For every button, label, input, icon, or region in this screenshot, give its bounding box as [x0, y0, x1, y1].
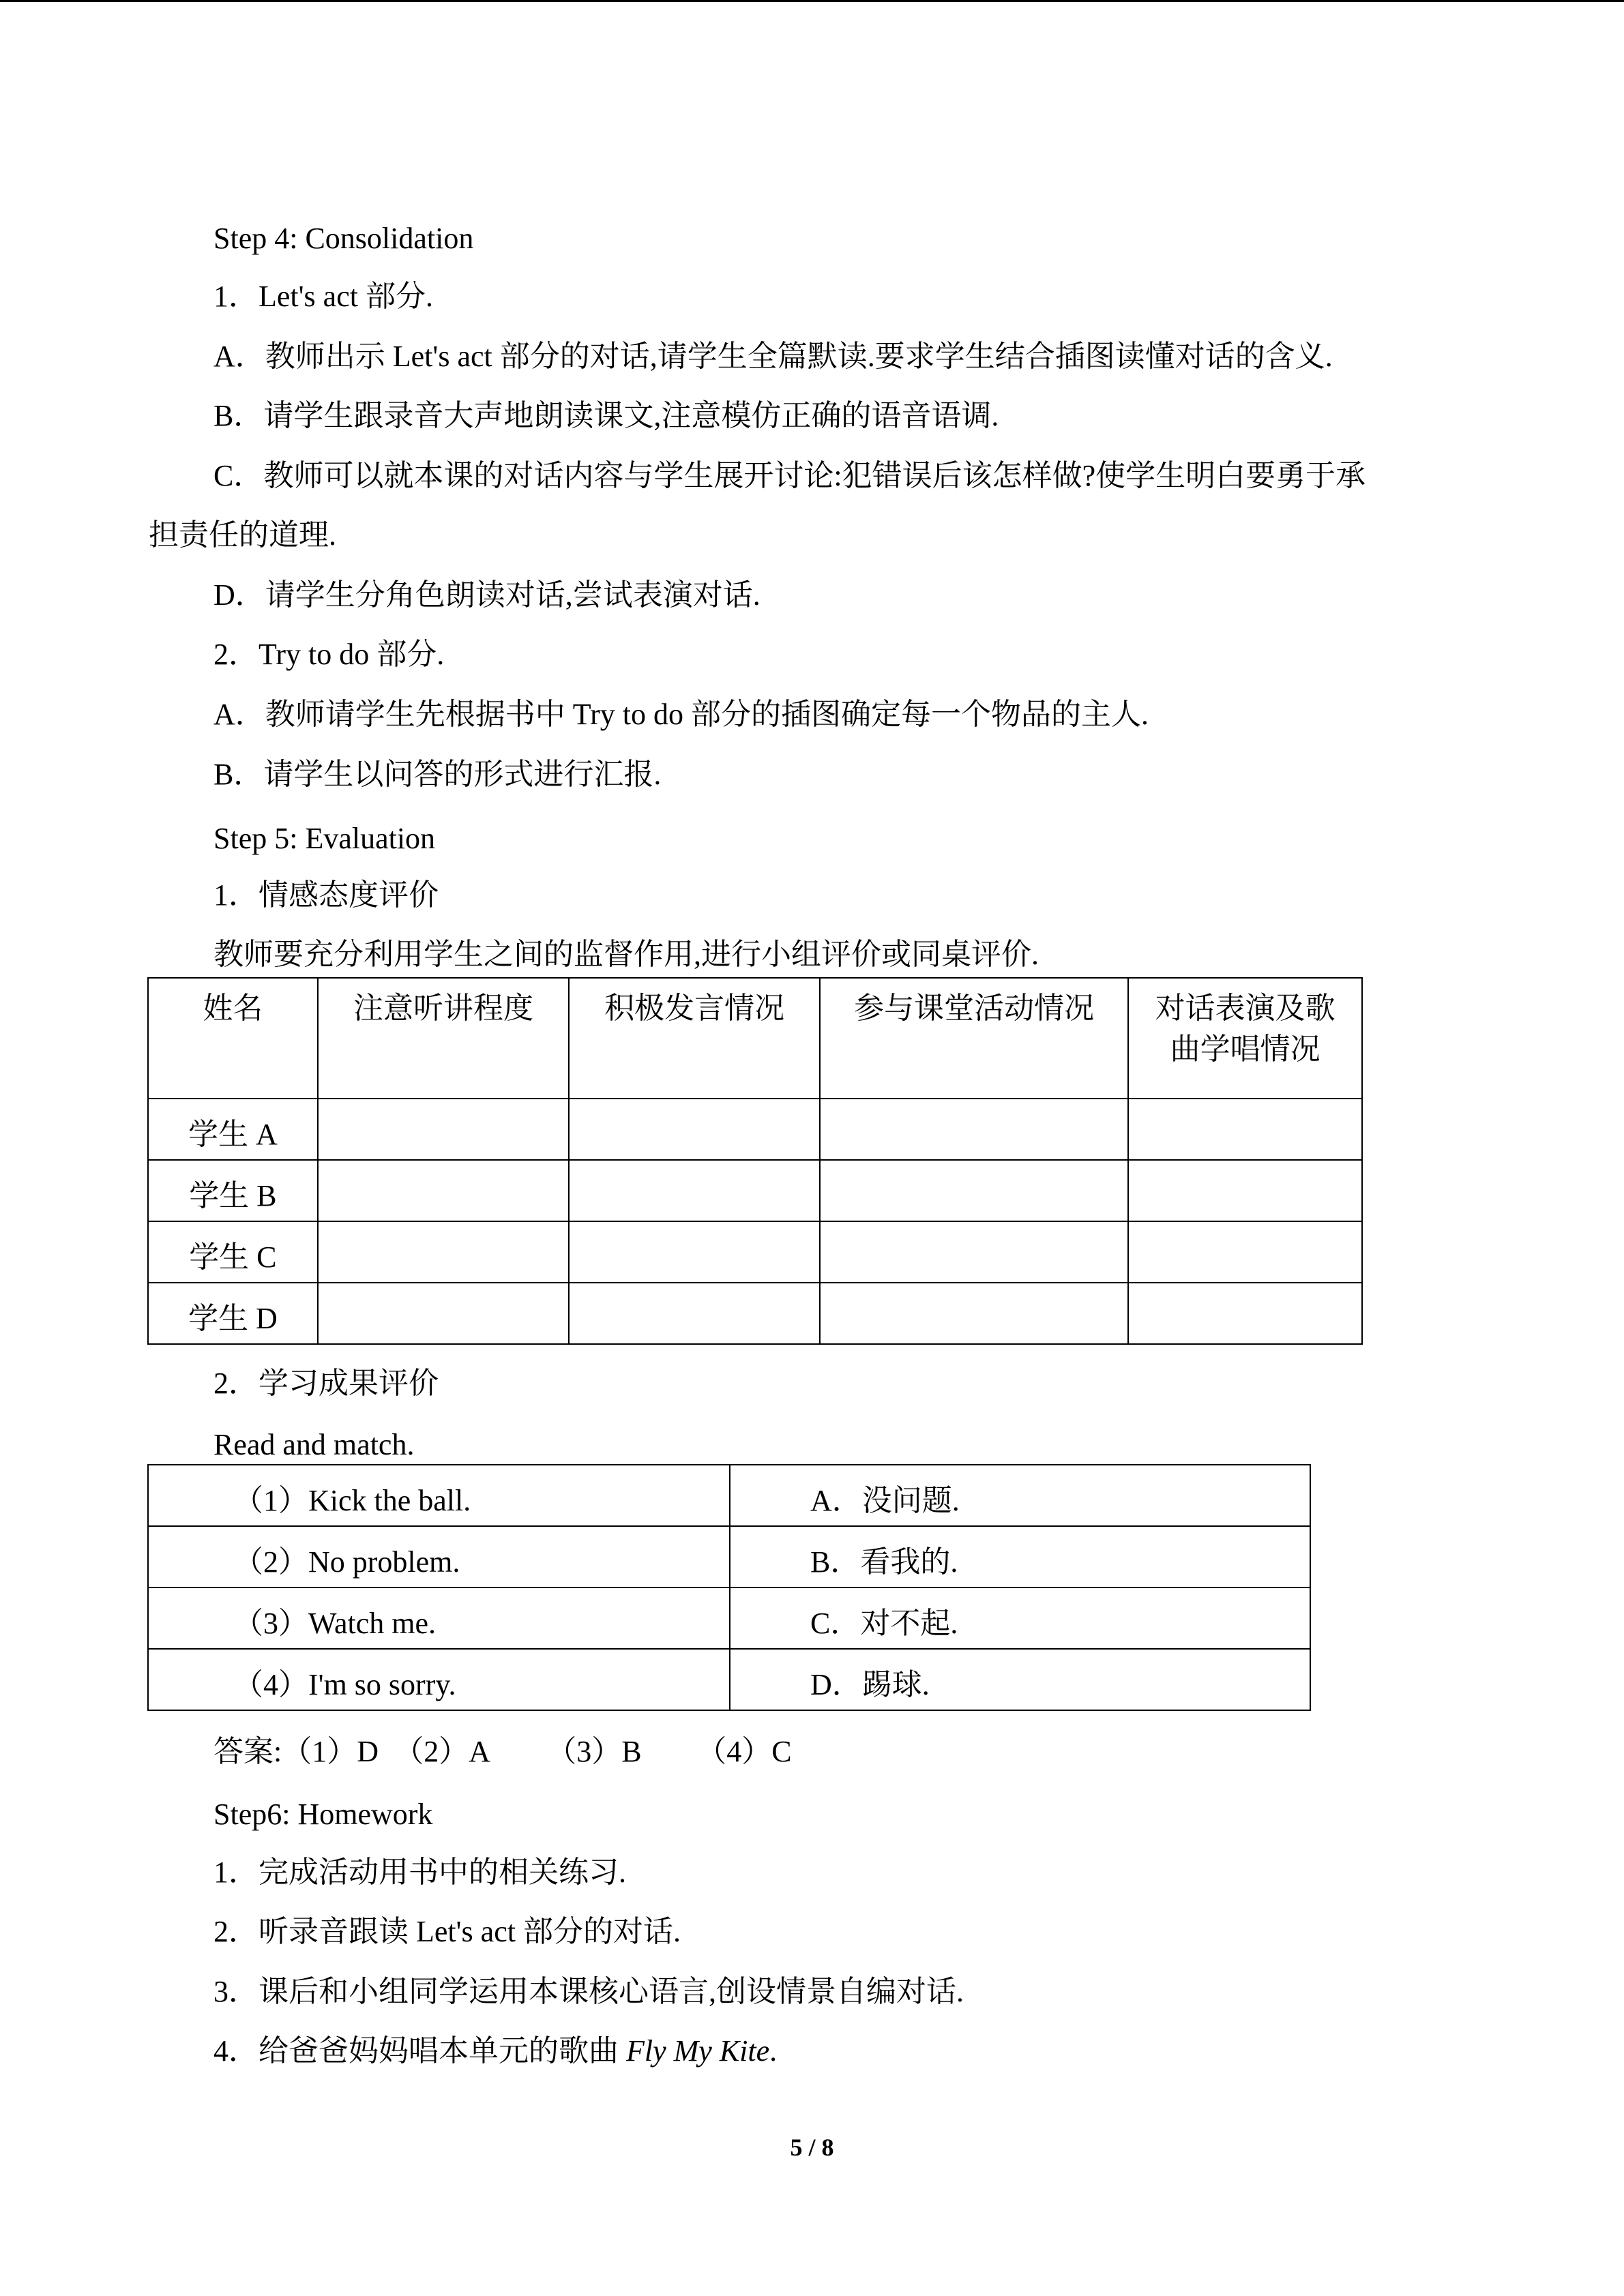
step4-item1-a: A．教师出示 Let's act 部分的对话,请学生全篇默读.要求学生结合插图读懂对话的含义.	[213, 340, 1333, 373]
student-name: 学生 C	[148, 1221, 318, 1283]
answer-item: （4）C	[696, 1735, 792, 1768]
student-name: 学生 A	[148, 1099, 318, 1160]
table-cell	[318, 1283, 570, 1344]
step4-item2-a: A．教师请学生先根据书中 Try to do 部分的插图确定每一个物品的主人.	[213, 698, 1149, 731]
page-number: 5 / 8	[790, 2134, 834, 2161]
answer-line	[213, 1731, 792, 1772]
step5-item2-desc: Read and match.	[213, 1428, 415, 1461]
table-row	[148, 1221, 1362, 1283]
step5-item2: 2．学习成果评价	[213, 1367, 439, 1400]
table-row	[148, 1649, 1310, 1710]
table-cell	[569, 1221, 820, 1283]
table-cell	[820, 1221, 1128, 1283]
match-chinese: A．没问题.	[730, 1465, 1310, 1526]
step6-item3: 3．课后和小组同学运用本课核心语言,创设情景自编对话.	[213, 1975, 964, 2008]
step6-item4-period: .	[769, 2034, 778, 2068]
table-cell	[820, 1099, 1128, 1160]
step4-item1-c-line2: 担责任的道理.	[149, 518, 336, 552]
table-cell	[318, 1160, 570, 1221]
header-performance-line1: 对话表演及歌	[1155, 992, 1335, 1025]
song-title: Fly My Kite	[626, 2034, 770, 2068]
answer-label: 答案:	[213, 1735, 282, 1768]
step4-item1-b: B．请学生跟录音大声地朗读课文,注意模仿正确的语音语调.	[213, 399, 999, 432]
match-chinese: B．看我的.	[730, 1526, 1310, 1587]
match-english: （4）I'm so sorry.	[148, 1649, 730, 1710]
header-listening: 注意听讲程度	[318, 978, 570, 1099]
step4-title: Step 4: Consolidation	[213, 222, 474, 255]
header-performance	[1128, 978, 1362, 1099]
answer-item: （3）B	[546, 1735, 642, 1768]
table-row	[148, 1099, 1362, 1160]
header-participation: 参与课堂活动情况	[820, 978, 1128, 1099]
match-english: （2）No problem.	[148, 1526, 730, 1587]
table-cell	[569, 1283, 820, 1344]
table-cell	[569, 1099, 820, 1160]
step5-item1-desc: 教师要充分利用学生之间的监督作用,进行小组评价或同桌评价.	[213, 938, 1039, 971]
step4-item1: 1．Let's act 部分.	[213, 280, 433, 313]
evaluation-table	[147, 977, 1363, 1345]
step6-item4-text: 4．给爸爸妈妈唱本单元的歌曲	[213, 2034, 626, 2068]
table-cell	[318, 1099, 570, 1160]
answer-item: （2）A	[394, 1735, 491, 1768]
step6-item2: 2．听录音跟读 Let's act 部分的对话.	[213, 1915, 681, 1948]
match-chinese: D．踢球.	[730, 1649, 1310, 1710]
student-name: 学生 B	[148, 1160, 318, 1221]
match-english: （1）Kick the ball.	[148, 1465, 730, 1526]
step6-title: Step6: Homework	[213, 1798, 433, 1831]
header-performance-line2: 曲学唱情况	[1170, 1032, 1320, 1066]
match-table	[147, 1464, 1311, 1711]
top-border	[0, 0, 1624, 2]
table-row	[148, 1526, 1310, 1587]
step6-item4	[213, 2031, 777, 2072]
header-name: 姓名	[148, 978, 318, 1099]
student-name: 学生 D	[148, 1283, 318, 1344]
table-cell	[569, 1160, 820, 1221]
step5-title: Step 5: Evaluation	[213, 822, 436, 855]
table-cell	[820, 1160, 1128, 1221]
step5-item1: 1．情感态度评价	[213, 878, 439, 912]
step4-item2: 2．Try to do 部分.	[213, 638, 445, 671]
table-cell	[820, 1283, 1128, 1344]
match-chinese: C．对不起.	[730, 1587, 1310, 1649]
table-cell	[1128, 1221, 1362, 1283]
table-cell	[1128, 1160, 1362, 1221]
step6-item1: 1．完成活动用书中的相关练习.	[213, 1855, 626, 1889]
table-row	[148, 1283, 1362, 1344]
step4-item1-c-line1: C．教师可以就本课的对话内容与学生展开讨论:犯错误后该怎样做?使学生明白要勇于承	[213, 459, 1366, 492]
table-row	[148, 1587, 1310, 1649]
header-speaking: 积极发言情况	[569, 978, 820, 1099]
table-cell	[1128, 1283, 1362, 1344]
step4-item2-b: B．请学生以问答的形式进行汇报.	[213, 758, 662, 791]
table-cell	[1128, 1099, 1362, 1160]
step4-item1-d: D．请学生分角色朗读对话,尝试表演对话.	[213, 578, 761, 612]
table-row	[148, 1160, 1362, 1221]
table-row	[148, 1465, 1310, 1526]
table-cell	[318, 1221, 570, 1283]
match-english: （3）Watch me.	[148, 1587, 730, 1649]
evaluation-table-header	[148, 978, 1362, 1099]
answer-item: （1）D	[282, 1735, 379, 1768]
